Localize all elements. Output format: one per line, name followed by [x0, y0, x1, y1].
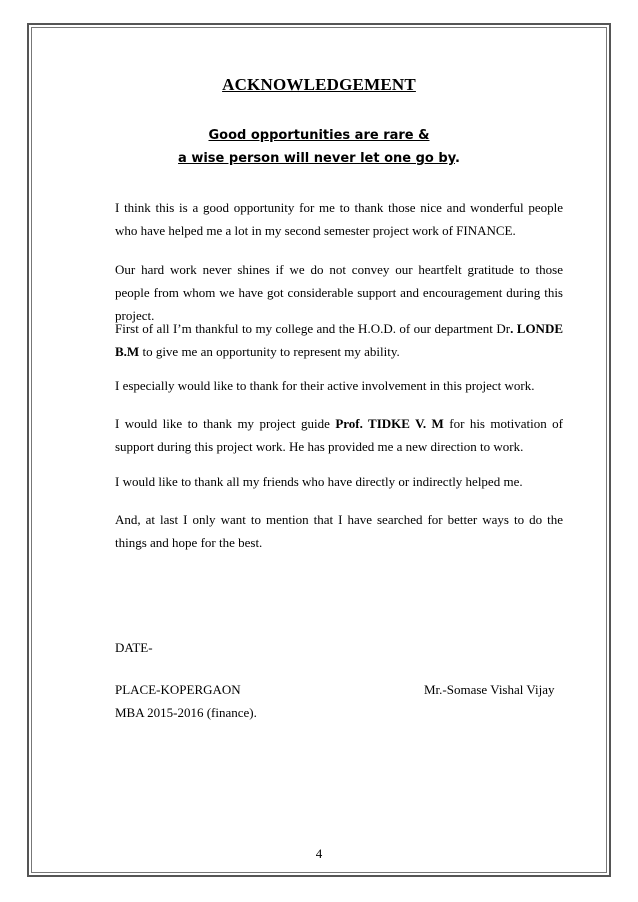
paragraph-intro: I think this is a good opportunity for me to thank those nice and wonderful people who have helped me a lot in my second semester project work of FINANCE. — [115, 200, 563, 238]
page-title: ACKNOWLEDGEMENT — [222, 75, 416, 94]
paragraph-involvement: I especially would like to thank for their active involvement in this project work. — [115, 378, 535, 393]
quote-line-2 — [0, 151, 638, 166]
paragraph-guide-pre: I would like to thank my project guide — [115, 416, 336, 431]
quote-line-1 — [0, 128, 638, 143]
quote-line-2-text: a wise person will never let one go by — [178, 151, 455, 166]
quote-line-1-text: Good opportunities are rare & — [208, 128, 430, 143]
hod-name: . LONDE B.M — [115, 321, 563, 359]
guide-name: Prof. TIDKE V. M — [335, 416, 444, 431]
program-label: MBA 2015-2016 (finance). — [115, 705, 257, 720]
paragraph-friends: I would like to thank all my friends who have directly or indirectly helped me. — [115, 474, 523, 489]
date-label: DATE- — [115, 640, 153, 655]
paragraph-guide — [115, 412, 563, 458]
signatory-name: Mr.-Somase Vishal Vijay — [424, 682, 555, 697]
paragraph-guide-post: for his motivation of support during this project work. He has provided me a new direction to work. — [115, 416, 563, 454]
paragraph-hod — [115, 317, 563, 363]
quote-line-2-period: . — [454, 151, 460, 166]
page-number: 4 — [315, 846, 323, 861]
paragraph-gratitude: Our hard work never shines if we do not convey our heartfelt gratitude to those people from whom we have got considerable support and encouragement during this project. — [115, 262, 563, 323]
paragraph-hod-post: to give me an opportunity to represent my ability. — [139, 344, 400, 359]
place-label: PLACE-KOPERGAON — [115, 682, 241, 697]
paragraph-closing: And, at last I only want to mention that I have searched for better ways to do the things and hope for the best. — [115, 512, 563, 550]
paragraph-hod-pre: First of all I’m thankful to my college and the H.O.D. of our department Dr — [115, 321, 511, 336]
